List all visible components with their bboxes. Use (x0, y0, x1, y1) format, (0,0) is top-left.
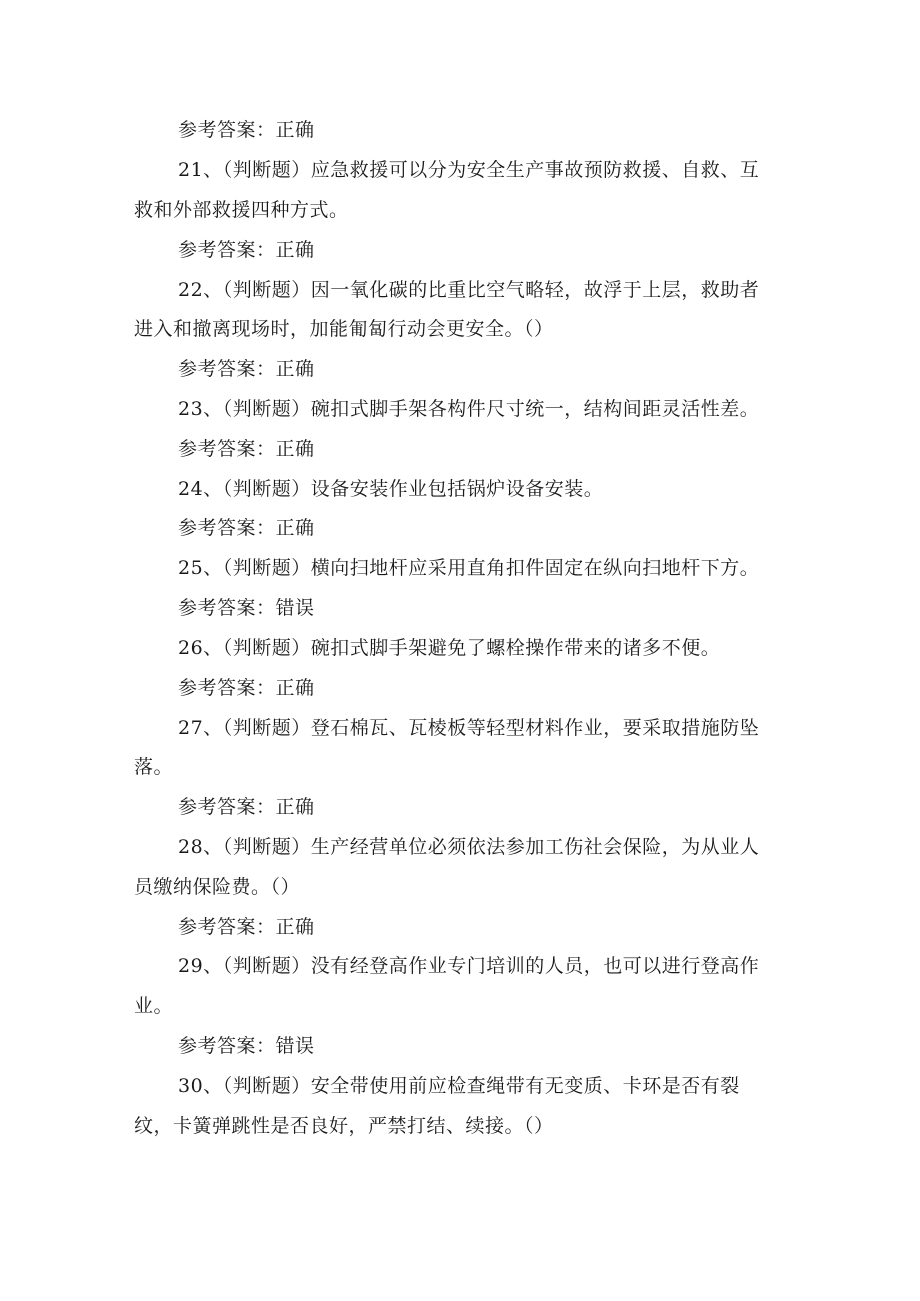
answer-value: 正确 (275, 119, 315, 141)
question-text: 登石棉瓦、瓦棱板等轻型材料作业，要采取措施防坠 (310, 717, 760, 739)
answer-label: 参考答案： (178, 597, 276, 619)
question-number: 27、 (178, 717, 223, 739)
question-number: 24、 (178, 478, 223, 500)
answer-value: 错误 (275, 597, 315, 619)
answer-value: 错误 (275, 1035, 315, 1057)
answer-line (178, 676, 315, 700)
answer-value: 正确 (275, 239, 315, 261)
question-text: 碗扣式脚手架避免了螺栓操作带来的诸多不便。 (310, 637, 721, 659)
question-text: 安全带使用前应检查绳带有无变质、卡环是否有裂 (310, 1075, 740, 1097)
question-type: （判断题） (222, 557, 311, 579)
question-30 (178, 1074, 740, 1098)
question-30-cont: 纹，卡簧弹跳性是否良好，严禁打结、续接。（） (134, 1115, 554, 1137)
question-text: 应急救援可以分为安全生产事故预防救援、自救、互 (310, 159, 760, 181)
question-28 (178, 835, 759, 859)
question-23 (178, 397, 759, 421)
question-text: 横向扫地杆应采用直角扣件固定在纵向扫地杆下方。 (310, 557, 760, 579)
question-29-cont: 业。 (134, 995, 174, 1017)
answer-line (178, 516, 315, 540)
answer-value: 正确 (275, 517, 315, 539)
answer-value: 正确 (275, 358, 315, 380)
question-type: （判断题） (222, 478, 311, 500)
answer-line (178, 118, 315, 142)
answer-value: 正确 (275, 796, 315, 818)
answer-line (178, 1034, 315, 1058)
question-text: 碗扣式脚手架各构件尺寸统一，结构间距灵活性差。 (310, 398, 760, 420)
answer-label: 参考答案： (178, 517, 276, 539)
question-type: （判断题） (222, 637, 311, 659)
question-number: 28、 (178, 836, 223, 858)
answer-label: 参考答案： (178, 119, 276, 141)
question-type: （判断题） (222, 279, 311, 301)
answer-line (178, 357, 315, 381)
question-27 (178, 716, 759, 740)
question-22-cont: 进入和撤离现场时，加能匍匐行动会更安全。（） (134, 318, 554, 340)
answer-label: 参考答案： (178, 1035, 276, 1057)
question-28-cont: 员缴纳保险费。（） (134, 876, 301, 898)
question-type: （判断题） (222, 955, 311, 977)
question-number: 26、 (178, 637, 223, 659)
answer-line (178, 238, 315, 262)
question-text: 因一氧化碳的比重比空气略轻，故浮于上层，救助者 (310, 279, 760, 301)
question-text: 设备安装作业包括锅炉设备安装。 (310, 478, 604, 500)
answer-label: 参考答案： (178, 358, 276, 380)
answer-value: 正确 (275, 438, 315, 460)
answer-line (178, 437, 315, 461)
answer-label: 参考答案： (178, 239, 276, 261)
question-number: 25、 (178, 557, 223, 579)
question-number: 30、 (178, 1075, 223, 1097)
question-type: （判断题） (222, 717, 311, 739)
answer-line (178, 915, 315, 939)
question-type: （判断题） (222, 398, 311, 420)
answer-label: 参考答案： (178, 796, 276, 818)
question-number: 23、 (178, 398, 223, 420)
question-number: 22、 (178, 279, 223, 301)
answer-value: 正确 (275, 677, 315, 699)
question-27-cont: 落。 (134, 756, 174, 778)
question-type: （判断题） (222, 836, 311, 858)
question-25 (178, 556, 759, 580)
question-type: （判断题） (222, 1075, 311, 1097)
answer-label: 参考答案： (178, 916, 276, 938)
question-21 (178, 158, 759, 182)
answer-line (178, 795, 315, 819)
question-21-cont: 救和外部救援四种方式。 (134, 199, 349, 221)
answer-value: 正确 (275, 916, 315, 938)
question-24 (178, 477, 603, 501)
answer-label: 参考答案： (178, 677, 276, 699)
question-29 (178, 954, 759, 978)
question-26 (178, 636, 720, 660)
question-number: 29、 (178, 955, 223, 977)
question-number: 21、 (178, 159, 223, 181)
answer-line (178, 596, 315, 620)
question-text: 没有经登高作业专门培训的人员，也可以进行登高作 (310, 955, 760, 977)
question-text: 生产经营单位必须依法参加工伤社会保险，为从业人 (310, 836, 760, 858)
question-22 (178, 278, 759, 302)
answer-label: 参考答案： (178, 438, 276, 460)
question-type: （判断题） (222, 159, 311, 181)
